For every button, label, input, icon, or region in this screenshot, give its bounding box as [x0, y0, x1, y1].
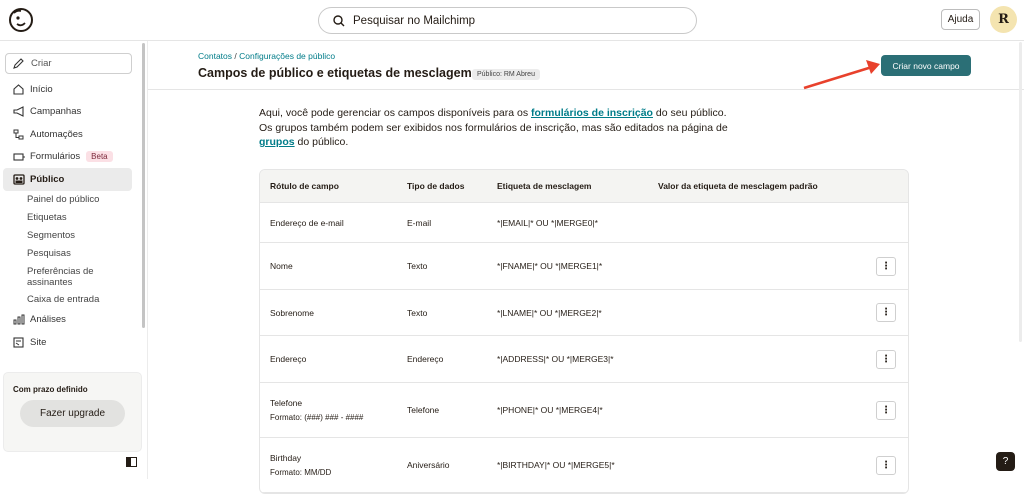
sidebar-item-audience[interactable] [3, 168, 132, 191]
field-label: Endereço de e-mail [270, 217, 344, 228]
sidebar-scrollbar[interactable] [142, 43, 145, 328]
sidebar-subitem-segments[interactable]: Segmentos [27, 230, 76, 241]
sidebar-item-campaigns[interactable] [3, 101, 132, 124]
intro-line1-end: do seu público. [652, 107, 727, 119]
sidebar-nav [0, 78, 140, 354]
form-icon [12, 150, 25, 163]
field-merge-tag: *|FNAME|* OU *|MERGE1|* [497, 261, 603, 271]
website-icon [12, 336, 25, 349]
field-type: Endereço [407, 354, 444, 364]
analytics-icon [12, 313, 25, 326]
field-merge-tag: *|PHONE|* OU *|MERGE4|* [497, 405, 603, 415]
page-title: Campos de público e etiquetas de mesclagem [198, 66, 472, 80]
row-menu-button[interactable]: ⋮ [876, 401, 896, 420]
field-label [270, 398, 363, 422]
intro-line3-end: do público. [294, 136, 349, 148]
mailchimp-logo-icon[interactable] [8, 7, 34, 33]
sidebar-item-label: Campanhas [30, 106, 82, 118]
sidebar-item-label: Automações [30, 128, 83, 140]
help-button[interactable]: Ajuda [941, 9, 980, 30]
help-fab-button[interactable]: ? [996, 452, 1015, 471]
sidebar-subitem-inbox[interactable]: Caixa de entrada [27, 294, 100, 305]
row-menu-button[interactable]: ⋮ [876, 350, 896, 369]
sidebar-item-home[interactable] [3, 78, 132, 101]
sidebar-item-label: Site [30, 336, 47, 348]
field-label-text: Birthday [270, 453, 302, 463]
sidebar-item-label: Início [30, 83, 53, 95]
upgrade-panel [3, 372, 142, 452]
page-scrollbar[interactable] [1019, 42, 1022, 342]
table-header [260, 170, 908, 203]
field-merge-tag: *|LNAME|* OU *|MERGE2|* [497, 307, 602, 318]
sidebar-item-label: Formulários [30, 151, 81, 163]
sidebar-subitem-subscriber-preferences[interactable]: Preferências de assinantes [27, 265, 94, 288]
sidebar-item-label: Análises [30, 314, 66, 326]
intro-text [259, 106, 769, 150]
top-bar [0, 0, 1024, 41]
megaphone-icon [12, 105, 25, 118]
field-type: Texto [407, 261, 428, 271]
table-row [260, 203, 908, 243]
field-merge-tag: *|ADDRESS|* OU *|MERGE3|* [497, 354, 614, 364]
column-header-type: Tipo de dados [407, 181, 465, 191]
row-menu-button[interactable]: ⋮ [876, 456, 896, 475]
signup-forms-link[interactable]: formulários de inscrição [531, 107, 653, 119]
intro-line1: Aqui, você pode gerenciar os campos disponíveis para os [259, 107, 531, 119]
field-type: Texto [407, 307, 428, 318]
table-row [260, 243, 908, 290]
page-header [148, 41, 1024, 90]
pencil-icon [13, 58, 24, 69]
sidebar-item-label: Público [30, 173, 65, 185]
breadcrumb-contacts[interactable]: Contatos [198, 51, 233, 61]
intro-line2: Os grupos também podem ser exibidos nos formulários de inscrição, mas são editados na página de [259, 121, 728, 134]
field-merge-tag: *|BIRTHDAY|* OU *|MERGE5|* [497, 460, 615, 470]
sidebar-item-website[interactable] [3, 331, 132, 354]
column-header-default: Valor da etiqueta de mesclagem padrão [658, 181, 818, 191]
field-label: Nome [270, 261, 293, 271]
row-menu-button[interactable]: ⋮ [876, 303, 896, 322]
breadcrumb-separator: / [234, 51, 237, 61]
sidebar-subitem-audience-dashboard[interactable]: Painel do público [27, 194, 100, 205]
field-label [270, 453, 331, 477]
column-header-merge-tag: Etiqueta de mesclagem [497, 181, 592, 191]
create-button[interactable] [5, 53, 132, 74]
field-label: Sobrenome [270, 307, 314, 318]
fields-table [259, 169, 909, 494]
collapse-sidebar-icon[interactable] [126, 457, 137, 467]
avatar[interactable]: R [990, 6, 1017, 33]
field-merge-tag: *|EMAIL|* OU *|MERGE0|* [497, 217, 598, 228]
beta-badge: Beta [86, 151, 112, 162]
field-type: E-mail [407, 217, 432, 228]
row-menu-button[interactable]: ⋮ [876, 257, 896, 276]
sidebar-item-automations[interactable] [3, 123, 132, 146]
table-row [260, 336, 908, 383]
audience-badge: Público: RM Abreu [472, 69, 540, 80]
upgrade-title: Com prazo definido [13, 385, 88, 394]
upgrade-button[interactable]: Fazer upgrade [20, 400, 125, 427]
sidebar-subitem-tags[interactable]: Etiquetas [27, 212, 67, 223]
table-row [260, 383, 908, 438]
annotation-arrow-icon [800, 58, 885, 92]
create-field-button[interactable]: Criar novo campo [881, 55, 971, 76]
create-label: Criar [31, 58, 52, 69]
groups-link[interactable]: grupos [259, 136, 295, 148]
field-label-text: Telefone [270, 398, 303, 408]
sidebar-item-analytics[interactable] [3, 309, 132, 332]
sidebar [0, 41, 148, 479]
sidebar-subitem-surveys[interactable]: Pesquisas [27, 248, 71, 259]
field-label: Endereço [270, 354, 307, 364]
home-icon [12, 83, 25, 96]
field-format: Formato: MM/DD [270, 468, 332, 477]
search-placeholder: Pesquisar no Mailchimp [353, 14, 476, 27]
search-bar[interactable] [318, 7, 697, 34]
search-icon [333, 15, 345, 27]
column-header-label: Rótulo de campo [270, 181, 339, 191]
breadcrumb-audience-settings[interactable]: Configurações de público [239, 51, 336, 61]
breadcrumb [198, 51, 335, 61]
table-row [260, 290, 908, 336]
audience-icon [12, 173, 25, 186]
field-type: Telefone [407, 405, 440, 415]
automation-icon [12, 128, 25, 141]
sidebar-item-forms[interactable] [3, 146, 132, 169]
field-format: Formato: (###) ### - #### [270, 413, 364, 422]
field-type: Aniversário [407, 460, 450, 470]
table-row [260, 438, 908, 493]
